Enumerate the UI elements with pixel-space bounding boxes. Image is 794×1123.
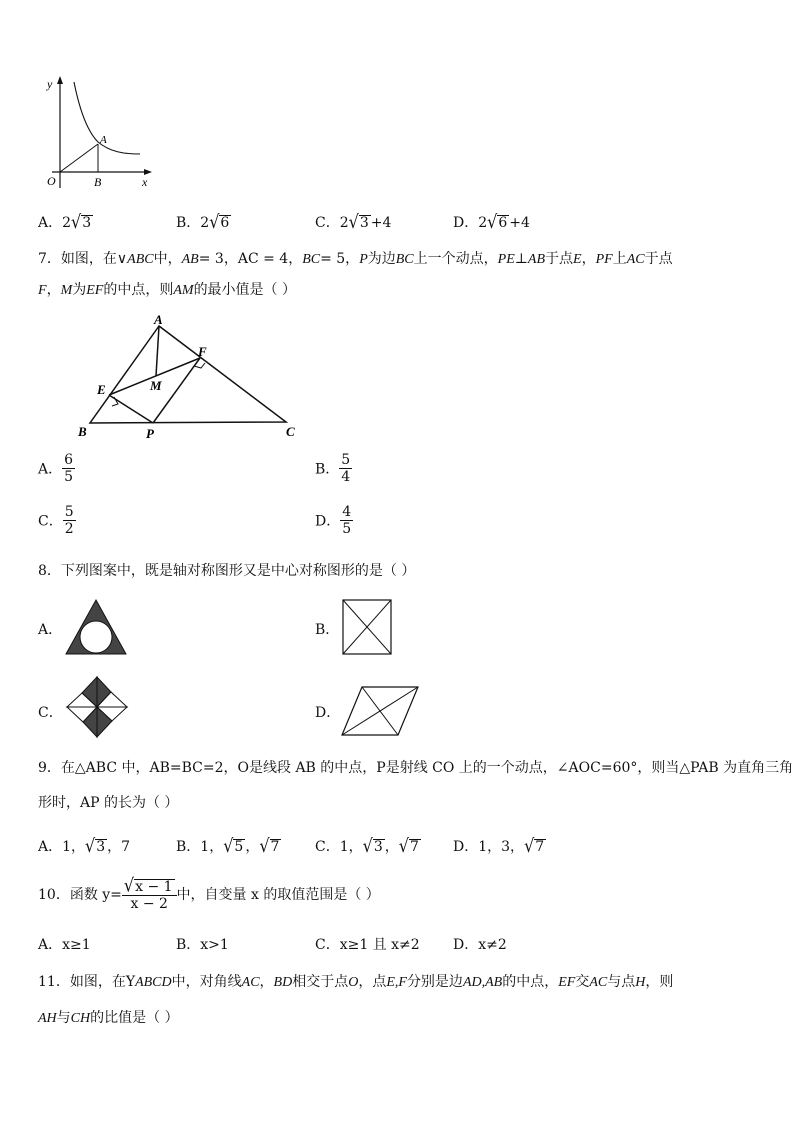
q10-option-c[interactable]: C．x≥1 且 x≠2 — [315, 937, 420, 953]
q9-option-a[interactable]: A．1，√3 ，7 — [38, 834, 131, 857]
q10-fraction: $\frac{√x - 1}{x - 2}$ — [122, 878, 177, 912]
segment-am — [156, 326, 159, 376]
q10-line: 10．函数 y= $\frac{√x - 1}{x - 2}$ 中，自变量 x 的取值范围是（ ） — [38, 874, 380, 912]
label-m: M — [150, 378, 162, 393]
q6-option-a[interactable]: A．2√3 — [38, 210, 92, 233]
q7-option-c[interactable]: C． $\frac{5}{2}$ — [38, 504, 74, 537]
q8-option-b[interactable]: B． — [315, 622, 340, 638]
q8-figure-d[interactable] — [340, 685, 420, 737]
o-label: O — [47, 174, 56, 188]
q9-option-b[interactable]: B．1，√5 ，√7 — [176, 834, 280, 857]
q10-option-a[interactable]: A．x≥1 — [38, 937, 91, 953]
label-b: B — [78, 424, 87, 439]
q7-figure — [76, 312, 306, 442]
q6-option-d[interactable]: D．2√6 +4 — [453, 210, 530, 233]
q10-option-d[interactable]: D．x≠2 — [453, 937, 507, 953]
y-label: y — [47, 77, 53, 91]
b-label: B — [94, 175, 102, 189]
x-label: x — [142, 175, 148, 189]
q7-option-d[interactable]: D． $\frac{4}{5}$ — [315, 504, 352, 537]
label-p: P — [146, 426, 154, 441]
q9-option-d[interactable]: D．1，3，√7 — [453, 834, 545, 857]
q10-option-b[interactable]: B．x>1 — [176, 937, 229, 953]
q8-option-d[interactable]: D． — [315, 705, 341, 721]
hyperbola-curve — [74, 82, 140, 154]
q7-line1: 7．如图，在∨ABC中，AB= 3，AC = 4，BC= 5，P为边BC上一个动点，PE⊥AB于点E，PF上AC于点 — [38, 251, 673, 267]
q8-text: 8．下列图案中，既是轴对称图形又是中心对称图形的是（ ） — [38, 563, 416, 579]
q7-option-a[interactable]: A． $\frac{6}{5}$ — [38, 452, 74, 485]
q7-option-b[interactable]: B． $\frac{5}{4}$ — [315, 452, 351, 485]
q8-figure-a[interactable] — [64, 598, 128, 656]
segment-oa — [60, 144, 98, 172]
q8-figure-c[interactable] — [64, 674, 130, 740]
q8-figure-b[interactable] — [342, 599, 392, 655]
q9-line2: 形时，AP 的长为（ ） — [38, 795, 179, 811]
q6-graph — [36, 72, 166, 194]
a-label: A — [100, 134, 107, 146]
q6-option-c[interactable]: C．2√3 +4 — [315, 210, 392, 233]
label-f: F — [198, 344, 207, 359]
q8-option-a[interactable]: A． — [38, 622, 63, 638]
label-c: C — [286, 424, 295, 439]
q9-line1: 9．在△ABC 中，AB=BC=2，O是线段 AB 的中点，P是射线 CO 上的一个动点，∠AOC=60°，则当△PAB 为直角三角 — [38, 760, 794, 776]
q9-option-c[interactable]: C．1，√3 ，√7 — [315, 834, 419, 857]
q11-line1: 11．如图，在YABCD中，对角线AC，BD相交于点O，点E,F分别是边AD,AB的中点，EF交AC与点H，则 — [38, 974, 674, 990]
q6-option-b[interactable]: B．2√6 — [176, 210, 230, 233]
q8-option-c[interactable]: C． — [38, 705, 63, 721]
q7-line2: F，M为EF的中点，则AM的最小值是（ ） — [38, 282, 297, 298]
q11-line2: AH与CH的比值是（ ） — [38, 1010, 179, 1026]
label-a: A — [154, 312, 163, 327]
label-e: E — [97, 382, 106, 397]
y-axis-arrow — [57, 76, 63, 84]
